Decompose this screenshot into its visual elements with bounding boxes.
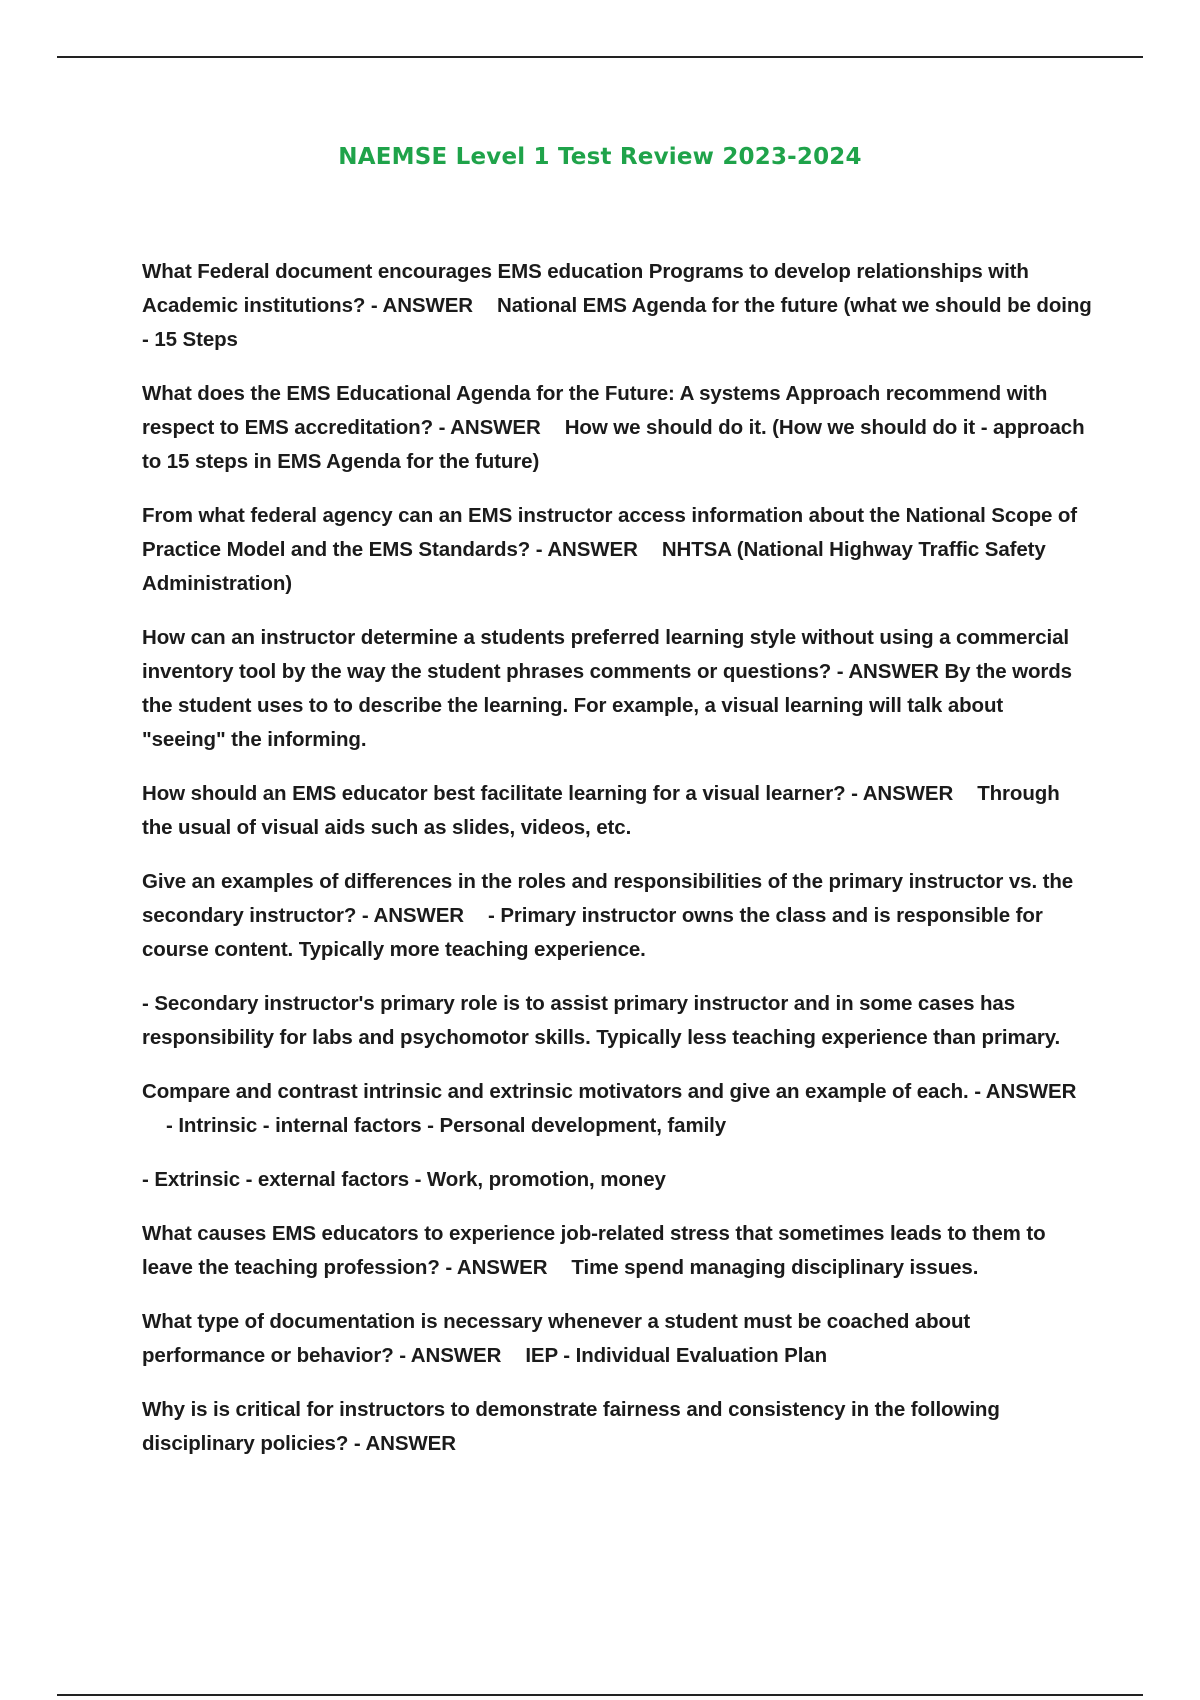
question-text: Why is is critical for instructors to demonstrate fairness and consistency in the following disciplinary policies? - ANSWER [142,1398,1000,1455]
qa-paragraph [142,1217,1092,1285]
document-title: NAEMSE Level 1 Test Review 2023-2024 [338,144,862,170]
answer-text: - Extrinsic - external factors - Work, promotion, money [142,1168,666,1191]
question-text: What causes EMS educators to experience job-related stress that sometimes leads to them to leave the teaching profession? - ANSWER [142,1222,1046,1279]
qa-paragraph [142,255,1092,357]
document-body [142,255,1092,1481]
question-text: What type of documentation is necessary whenever a student must be coached about performance or behavior? - ANSWER [142,1310,971,1367]
answer-text: - Secondary instructor's primary role is to assist primary instructor and in some cases has responsibility for labs and psychomotor skills. Typically less teaching experience than primary. [142,992,1061,1049]
qa-paragraph [142,1075,1092,1143]
answer-text: - Primary instructor owns the class and is responsible for course content. Typically more teaching experience. [142,904,1043,961]
answer-text: - Intrinsic - internal factors - Personal development, family [166,1114,727,1137]
question-text: What does the EMS Educational Agenda for the Future: A systems Approach recommend with respect to EMS accreditation? - ANSWER [142,382,1048,439]
answer-text: Through the usual of visual aids such as slides, videos, etc. [142,782,1060,839]
answer-paragraph [142,987,1092,1055]
answer-paragraph [142,1163,1092,1197]
bottom-rule [57,1694,1143,1696]
top-rule [57,56,1143,58]
answer-text: IEP - Individual Evaluation Plan [525,1344,828,1367]
qa-paragraph [142,777,1092,845]
answer-text: National EMS Agenda for the future (what we should be doing - 15 Steps [142,294,1092,351]
question-text: How can an instructor determine a students preferred learning style without using a commercial inventory tool by the way the student phrases comments or questions? - ANSWER [142,626,1069,683]
qa-paragraph [142,1393,1092,1461]
qa-paragraph [142,1305,1092,1373]
question-text: Compare and contrast intrinsic and extrinsic motivators and give an example of each. - ANSWER [142,1080,1077,1103]
qa-paragraph [142,499,1092,601]
question-text: Give an examples of differences in the roles and responsibilities of the primary instructor vs. the secondary instructor? - ANSWER [142,870,1074,927]
qa-paragraph [142,865,1092,967]
answer-text: NHTSA (National Highway Traffic Safety Administration) [142,538,1046,595]
question-text: What Federal document encourages EMS education Programs to develop relationships with Academic institutions? - ANSWER [142,260,1029,317]
qa-paragraph [142,621,1092,757]
question-text: From what federal agency can an EMS instructor access information about the National Scope of Practice Model and the EMS Standards? - ANSWER [142,504,1078,561]
qa-paragraph [142,377,1092,479]
answer-text: By the words the student uses to to describe the learning. For example, a visual learning will talk about "seeing" the informing. [142,660,1072,751]
question-text: How should an EMS educator best facilitate learning for a visual learner? - ANSWER [142,782,954,805]
answer-text: Time spend managing disciplinary issues. [571,1256,979,1279]
answer-text: How we should do it. (How we should do it - approach to 15 steps in EMS Agenda for the future) [142,416,1085,473]
